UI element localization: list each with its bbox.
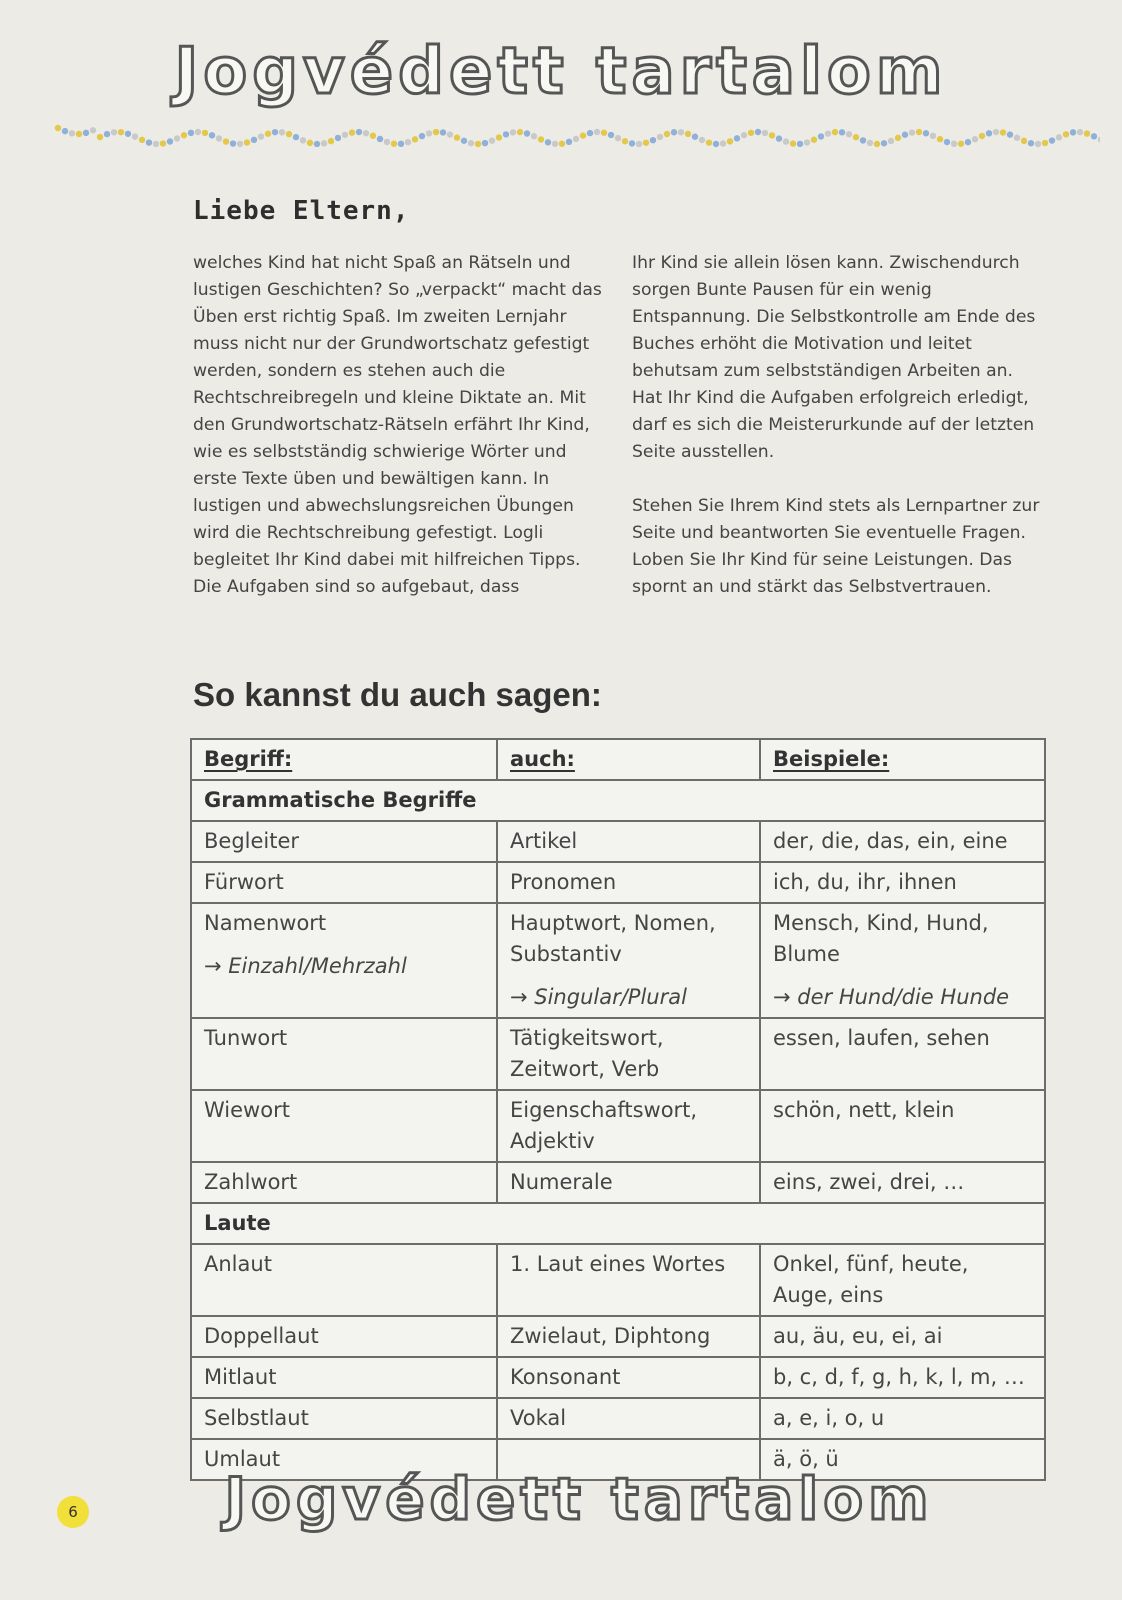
table-cell: Numerale [497, 1162, 760, 1203]
border-dot [629, 140, 635, 146]
border-dot [1063, 131, 1069, 137]
cell-main: Hauptwort, Nomen, Substantiv [510, 911, 716, 966]
border-dot [1098, 136, 1100, 142]
border-dot [216, 135, 222, 141]
border-dot [1056, 134, 1062, 140]
border-dot [930, 133, 936, 139]
table-row [191, 1090, 1045, 1162]
table-cell: au, äu, eu, ei, ai [760, 1316, 1045, 1357]
table-cell [191, 903, 497, 1018]
border-dot [111, 129, 117, 135]
table-cell: b, c, d, f, g, h, k, l, m, … [760, 1357, 1045, 1398]
border-dot [1014, 135, 1020, 141]
header-label: auch: [510, 747, 575, 771]
intro-left-column [193, 250, 603, 601]
intro-left-text: welches Kind hat nicht Spaß an Rätseln und lustigen Geschichten? So „verpackt“ macht das Üben erst richtig Spaß. Im zweiten Lernjahr muss nicht nur der Grundwortschatz gefestigt werden, sondern es stehen auch die Rechtschreibregeln und kleine Diktate an. Mit den Grundwortschatz-Rätseln erfährt Ihr Kind, wie es selbstständig schwierige Wörter und erste Texte üben und bewältigen kann. In lustigen und abwechslungsreichen Übungen wird die Rechtschreibung gefestigt. Logli begleitet Ihr Kind dabei mit hilfreichen Tipps. Die Aufgaben sind so aufgebaut, dass [193, 253, 602, 597]
header-auch [497, 739, 760, 780]
intro-right-text-2: Stehen Sie Ihrem Kind stets als Lernpartner zur Seite und beantworten Sie eventuelle Fragen. Loben Sie Ihr Kind für seine Leistungen. Das spornt an und stärkt das Selbstvertrauen. [632, 496, 1040, 597]
border-dot [790, 140, 796, 146]
border-dot [419, 133, 425, 139]
border-dot [559, 140, 565, 146]
border-dot [202, 130, 208, 136]
table-cell: Anlaut [191, 1244, 497, 1316]
border-dot [832, 129, 838, 135]
border-dot [811, 137, 817, 143]
border-dot [1021, 138, 1027, 144]
border-dot [860, 137, 866, 143]
table-cell [760, 903, 1045, 1018]
border-dot [853, 134, 859, 140]
border-dot [349, 129, 355, 135]
section-title: So kannst du auch sagen: [193, 676, 602, 713]
cell-main: Mensch, Kind, Hund, Blume [773, 911, 989, 966]
border-dot [881, 140, 887, 146]
table-cell: Konsonant [497, 1357, 760, 1398]
border-dot [573, 136, 579, 142]
border-dot [1049, 137, 1055, 143]
border-dot [363, 130, 369, 136]
watermark-top: Jogvédett tartalom [174, 35, 948, 109]
table-row [191, 1162, 1045, 1203]
border-dot [741, 132, 747, 138]
border-dot [356, 129, 362, 135]
intro-right-text-1: Ihr Kind sie allein lösen kann. Zwischendurch sorgen Bunte Pausen für ein wenig Entspannung. Die Selbstkontrolle am Ende des Buches erhöht die Motivation und leitet behutsam zum selbstständigen Arbeiten an. Hat Ihr Kind die Aufgaben erfolgreich erledigt, darf es sich die Meisterurkunde auf der letzten Seite ausstellen. [632, 253, 1036, 462]
border-dot [993, 129, 999, 135]
table-cell: Wiewort [191, 1090, 497, 1162]
border-dot [979, 133, 985, 139]
border-dot [538, 136, 544, 142]
border-dot [748, 130, 754, 136]
border-dot [475, 141, 481, 147]
border-dot [132, 133, 138, 139]
table-cell: Umlaut [191, 1439, 497, 1480]
decorative-dot-border [50, 118, 1100, 168]
border-dot [118, 129, 124, 135]
cell-sub: → der Hund/die Hunde [773, 985, 1010, 1009]
table-row [191, 1018, 1045, 1090]
border-dot [265, 131, 271, 137]
border-dot [1077, 129, 1083, 135]
border-dot [916, 129, 922, 135]
section-grammatik: Grammatische Begriffe [191, 780, 1045, 821]
border-dot [286, 131, 292, 137]
border-dot [97, 134, 103, 140]
border-dot [195, 129, 201, 135]
table-cell: Fürwort [191, 862, 497, 903]
table-cell: Artikel [497, 821, 760, 862]
border-dot [279, 129, 285, 135]
border-dot [251, 137, 257, 143]
header-begriff [191, 739, 497, 780]
border-dot [139, 137, 145, 143]
border-dot [804, 139, 810, 145]
border-dot [699, 137, 705, 143]
border-dot [1007, 131, 1013, 137]
border-dot [797, 141, 803, 147]
border-dot [1028, 140, 1034, 146]
border-dot [839, 129, 845, 135]
table-row [191, 1244, 1045, 1316]
border-dot [370, 133, 376, 139]
border-dot [1035, 141, 1041, 147]
border-dot [937, 136, 943, 142]
border-dot [384, 139, 390, 145]
table-cell: eins, zwei, drei, … [760, 1162, 1045, 1203]
border-dot [272, 129, 278, 135]
border-dot [769, 132, 775, 138]
table-cell: Doppellaut [191, 1316, 497, 1357]
header-label: Beispiele: [773, 747, 890, 771]
border-dot [944, 139, 950, 145]
table-cell: Mitlaut [191, 1357, 497, 1398]
border-dot [328, 138, 334, 144]
border-dot [517, 129, 523, 135]
border-dot [909, 129, 915, 135]
border-dot [825, 130, 831, 136]
table-cell: Tunwort [191, 1018, 497, 1090]
border-dot [958, 141, 964, 147]
table-row [191, 1316, 1045, 1357]
border-dot [454, 134, 460, 140]
border-dot [335, 135, 341, 141]
border-dot [181, 132, 187, 138]
border-dot [461, 138, 467, 144]
table-row [191, 821, 1045, 862]
border-dot [55, 125, 61, 131]
table-row [191, 1398, 1045, 1439]
terms-table [190, 738, 1046, 1481]
border-dot [671, 129, 677, 135]
border-dot [342, 132, 348, 138]
border-dot [426, 130, 432, 136]
border-dot [244, 139, 250, 145]
table-cell: Zahlwort [191, 1162, 497, 1203]
border-dot [622, 138, 628, 144]
border-dot [153, 141, 159, 147]
border-dot [90, 127, 96, 133]
border-dot [1042, 140, 1048, 146]
section-row [191, 1203, 1045, 1244]
border-dot [405, 139, 411, 145]
greeting-heading: Liebe Eltern, [193, 196, 410, 226]
border-dot [167, 138, 173, 144]
table-cell: Onkel, fünf, heute, Auge, eins [760, 1244, 1045, 1316]
header-label: Begriff: [204, 747, 293, 771]
table-cell: Begleiter [191, 821, 497, 862]
border-dot [258, 133, 264, 139]
border-dot [307, 140, 313, 146]
border-dot [482, 140, 488, 146]
table-cell: essen, laufen, sehen [760, 1018, 1045, 1090]
border-dot [174, 135, 180, 141]
border-dot [433, 129, 439, 135]
border-dot [1070, 129, 1076, 135]
section-laute: Laute [191, 1203, 1045, 1244]
border-dot [398, 141, 404, 147]
table-cell: ä, ö, ü [760, 1439, 1045, 1480]
intro-right-column [632, 250, 1042, 601]
border-dot [83, 130, 89, 136]
border-dot [874, 141, 880, 147]
border-dot [755, 129, 761, 135]
border-dot [377, 136, 383, 142]
border-dot [223, 138, 229, 144]
table-cell: Selbstlaut [191, 1398, 497, 1439]
border-dot [734, 135, 740, 141]
border-dot [300, 137, 306, 143]
table-cell [497, 903, 760, 1018]
table-cell: Zwielaut, Diphtong [497, 1316, 760, 1357]
watermark-bottom: Jogvédett tartalom [224, 1465, 934, 1533]
border-dot [888, 138, 894, 144]
border-dot [972, 136, 978, 142]
border-dot [587, 130, 593, 136]
border-dot [104, 131, 110, 137]
border-dot [160, 140, 166, 146]
border-dot [685, 131, 691, 137]
border-dot [1084, 130, 1090, 136]
border-dot [594, 129, 600, 135]
border-dot [510, 129, 516, 135]
border-dot [468, 140, 474, 146]
border-dot [503, 131, 509, 137]
border-dot [986, 130, 992, 136]
border-dot [1091, 133, 1097, 139]
table-cell: a, e, i, o, u [760, 1398, 1045, 1439]
border-dot [209, 132, 215, 138]
border-dot [321, 140, 327, 146]
border-dot [650, 137, 656, 143]
border-dot [762, 130, 768, 136]
border-dot [237, 141, 243, 147]
border-dot [846, 131, 852, 137]
border-dot [489, 137, 495, 143]
border-dot [293, 134, 299, 140]
border-dot [664, 131, 670, 137]
border-dot [706, 139, 712, 145]
border-dot [496, 134, 502, 140]
border-dot [566, 139, 572, 145]
border-dot [923, 130, 929, 136]
page-number-badge: 6 [57, 1496, 89, 1528]
table-cell: ich, du, ihr, ihnen [760, 862, 1045, 903]
border-dot [580, 132, 586, 138]
table-cell: Eigenschaftswort, Adjektiv [497, 1090, 760, 1162]
border-dot [895, 135, 901, 141]
border-dot [69, 130, 75, 136]
table-row [191, 1357, 1045, 1398]
border-dot [314, 141, 320, 147]
border-dot [727, 138, 733, 144]
border-dot [783, 138, 789, 144]
border-dot [657, 134, 663, 140]
border-dot [146, 139, 152, 145]
border-dot [412, 136, 418, 142]
cell-main: Namenwort [204, 911, 327, 935]
header-beispiele [760, 739, 1045, 780]
border-dot [636, 141, 642, 147]
border-dot [391, 141, 397, 147]
table-cell: 1. Laut eines Wortes [497, 1244, 760, 1316]
border-dot [720, 140, 726, 146]
table-header-row [191, 739, 1045, 780]
border-dot [902, 132, 908, 138]
border-dot [440, 129, 446, 135]
table-cell: Vokal [497, 1398, 760, 1439]
border-dot [447, 131, 453, 137]
border-dot [776, 135, 782, 141]
table-row [191, 862, 1045, 903]
border-dot [552, 141, 558, 147]
border-dot [545, 139, 551, 145]
border-dot [615, 135, 621, 141]
border-dot [965, 139, 971, 145]
border-dot [76, 131, 82, 137]
table-cell: der, die, das, ein, eine [760, 821, 1045, 862]
border-dot [1000, 129, 1006, 135]
border-dot [531, 133, 537, 139]
table-cell: Tätigkeitswort, Zeitwort, Verb [497, 1018, 760, 1090]
border-dot [643, 140, 649, 146]
border-dot [713, 141, 719, 147]
border-dot [524, 130, 530, 136]
border-dot [62, 128, 68, 134]
table-cell: schön, nett, klein [760, 1090, 1045, 1162]
border-dot [951, 141, 957, 147]
border-dot [608, 132, 614, 138]
border-dot [230, 140, 236, 146]
border-dot [601, 130, 607, 136]
section-row [191, 780, 1045, 821]
border-dot [678, 129, 684, 135]
cell-sub: → Singular/Plural [510, 985, 687, 1009]
border-dot [867, 140, 873, 146]
border-dot [188, 130, 194, 136]
table-row [191, 903, 1045, 1018]
cell-sub: → Einzahl/Mehrzahl [204, 954, 407, 978]
border-dot [818, 133, 824, 139]
table-cell: Pronomen [497, 862, 760, 903]
border-dot [692, 134, 698, 140]
border-dot [125, 131, 131, 137]
